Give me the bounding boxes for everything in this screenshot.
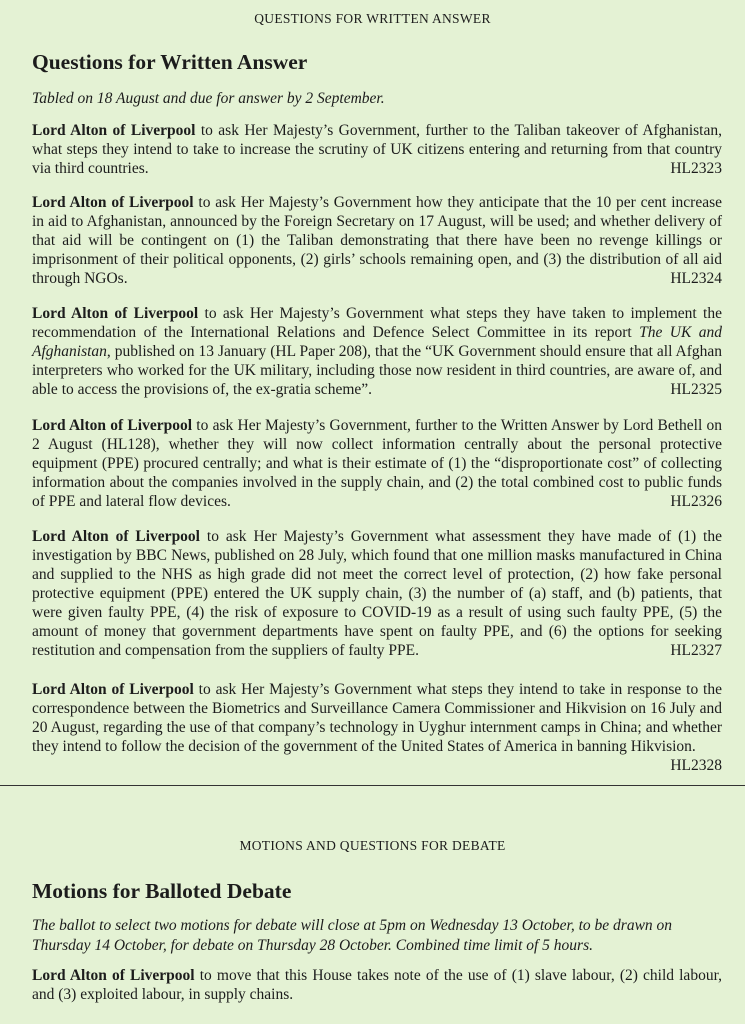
question-text: to ask Her Majesty’s Government, further to the Written Answer by Lord Bethell on 2 August (HL128), whether they will now collect information centrally about the personal protective equipment (PPE) procured centrally; and what is their estimate of (1) the “disproportionate cost” of collecting information about the companies involved in the supply chain, and (2) the total combined cost to public funds of PPE and lateral flow devices. <box>32 417 723 510</box>
question-item <box>32 121 722 178</box>
running-head-motions: MOTIONS AND QUESTIONS FOR DEBATE <box>239 838 506 853</box>
question-reference: HL2326 <box>670 493 722 510</box>
question-reference: HL2323 <box>670 160 722 177</box>
question-text: to ask Her Majesty’s Government what assessment they have made of (1) the investigation by BBC News, published on 28 July, which found that one million masks manufactured in China and supplied to the NHS as high grade did not meet the correct level of protection, (2) how fake personal protective equipment (PPE) entered the UK supply chain, (3) the number of (a) staff, and (b) patients, that were given faulty PPE, (4) the risk of exposure to COVID-19 as a result of using such faulty PPE, (5) the amount of money that government departments have spent on faulty PPE, and (6) the options for seeking restitution and compensation from the suppliers of faulty PPE. <box>32 528 722 659</box>
member-name: Lord Alton of Liverpool <box>32 305 199 322</box>
question-reference: HL2324 <box>670 270 722 287</box>
member-name: Lord Alton of Liverpool <box>32 122 196 139</box>
motion-item <box>32 966 722 1004</box>
question-text: to ask Her Majesty’s Government what steps they intend to take in response to the correspondence between the Biometrics and Surveillance Camera Commissioner and Hikvision on 16 July and 20 August, regarding the use of that company’s technology in Uyghur internment camps in China; and whether they intend to follow the decision of the government of the United States of America in banning Hikvision. <box>32 681 722 755</box>
question-reference: HL2327 <box>670 642 722 659</box>
question-text: to ask Her Majesty’s Government how they anticipate that the 10 per cent increase in aid to Afghanistan, announced by the Foreign Secretary on 17 August, will be used; and whether delivery of that aid will be contingent on (1) the Taliban demonstrating that there have been no revenge killings or imprisonment of their political opponents, (2) girls’ schools remaining open, and (3) the distribution of all aid through NGOs. <box>32 194 722 287</box>
report-title: The UK and Afghanistan <box>32 324 722 360</box>
question-item <box>32 193 722 288</box>
question-item <box>32 527 722 660</box>
question-text-continued: , published on 13 January (HL Paper 208), that the “UK Government should ensure that all Afghan interpreters who worked for the UK military, including those now resident in third countries, are aware of, and able to access the provisions of, the ex-gratia scheme”. <box>32 343 722 398</box>
ballot-note: The ballot to select two motions for debate will close at 5pm on Wednesday 13 October, to be drawn on Thursday 14 October, for debate on Thursday 28 October. Combined time limit of 5 hours. <box>32 917 673 954</box>
question-reference: HL2328 <box>670 757 722 774</box>
member-name: Lord Alton of Liverpool <box>32 417 193 434</box>
running-head: QUESTIONS FOR WRITTEN ANSWER <box>254 11 491 26</box>
section-divider <box>0 785 745 786</box>
member-name: Lord Alton of Liverpool <box>32 194 194 211</box>
tabled-note: Tabled on 18 August and due for answer by 2 September. <box>32 90 385 107</box>
question-text: to ask Her Majesty’s Government, further to the Taliban takeover of Afghanistan, what steps they intend to take to increase the scrutiny of UK citizens entering and returning from that country via third countries. <box>32 122 722 177</box>
question-reference: HL2325 <box>670 381 722 398</box>
member-name: Lord Alton of Liverpool <box>32 967 195 984</box>
section-title-balloted-debate: Motions for Balloted Debate <box>32 879 292 903</box>
member-name: Lord Alton of Liverpool <box>32 528 200 545</box>
member-name: Lord Alton of Liverpool <box>32 681 194 698</box>
question-item <box>32 680 722 775</box>
question-text: to ask Her Majesty’s Government what steps they have taken to implement the recommendation of the International Relations and Defence Select Committee in its report <box>32 305 722 341</box>
question-item <box>32 304 722 399</box>
question-item <box>32 416 722 511</box>
section-title-written-questions: Questions for Written Answer <box>32 50 308 74</box>
motion-text: to move that this House takes note of the use of (1) slave labour, (2) child labour, and (3) exploited labour, in supply chains. <box>32 967 722 1003</box>
